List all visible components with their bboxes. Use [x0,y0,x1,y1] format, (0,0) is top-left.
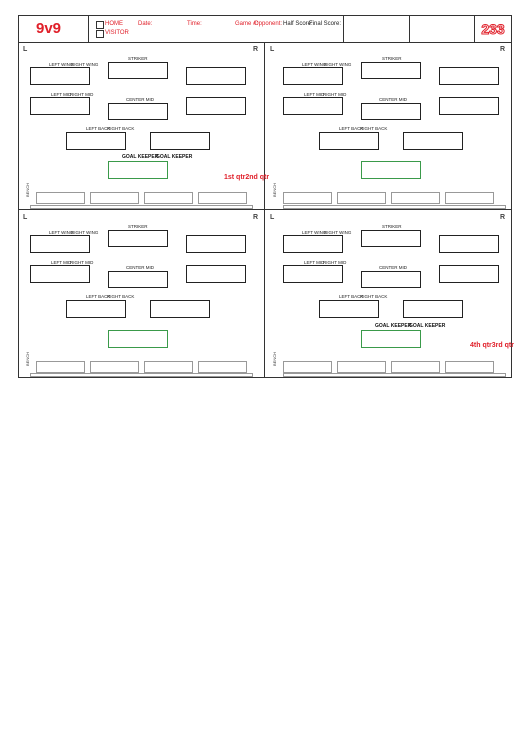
final-score-label: Final Score: [309,21,342,27]
left-wing-box[interactable] [30,235,90,253]
right-side-label: R [500,46,506,53]
bench-strip [283,205,506,209]
right-wing-box[interactable] [439,235,499,253]
left-mid-box[interactable] [30,97,90,115]
bench-label: BENCH [25,351,30,366]
left-back-label: LEFT BACK [86,126,111,131]
home-checkbox[interactable] [96,21,104,29]
bench-strip [30,205,253,209]
left-mid-label: LEFT MID [304,260,325,265]
right-wing-box[interactable] [186,67,246,85]
left-wing-label: LEFT WING [302,230,327,235]
quarter-label-top: 1st qtr2nd qtr [224,174,270,181]
right-mid-label: RIGHT MID [70,260,94,265]
vertical-divider [264,42,265,378]
right-back-label: RIGHT BACK [360,294,388,299]
left-back-box[interactable] [319,132,379,150]
quarter-label-bottom: 4th qtr3rd qtr [470,342,514,349]
half-score-label: Half Score: [283,21,313,27]
left-wing-box[interactable] [283,235,343,253]
bench-strip [30,373,253,377]
left-back-label: LEFT BACK [339,126,364,131]
bench-slot[interactable] [90,361,139,373]
left-side-label: L [270,46,275,53]
left-back-label: LEFT BACK [86,294,111,299]
goal-keeper-label-a: GOAL KEEPER [122,154,159,160]
header-divider-4 [474,15,475,42]
left-mid-label: LEFT MID [51,260,72,265]
right-back-label: RIGHT BACK [360,126,388,131]
header-divider-3 [409,15,410,42]
striker-box[interactable] [108,62,168,79]
right-back-box[interactable] [150,300,210,318]
home-label: HOME [105,21,123,27]
left-side-label: L [270,214,275,221]
right-mid-label: RIGHT MID [323,92,347,97]
right-back-label: RIGHT BACK [107,294,135,299]
visitor-checkbox[interactable] [96,30,104,38]
bench-label: BENCH [272,351,277,366]
right-wing-label: RIGHT WING [324,230,352,235]
date-label: Date: [138,21,153,27]
striker-label: STRIKER [128,224,148,229]
center-mid-label: CENTER MID [379,97,407,102]
center-mid-label: CENTER MID [126,265,154,270]
left-back-label: LEFT BACK [339,294,364,299]
right-wing-box[interactable] [186,235,246,253]
bench-slot[interactable] [198,361,247,373]
left-mid-label: LEFT MID [304,92,325,97]
left-side-label: L [23,46,28,53]
bench-slot[interactable] [144,192,193,204]
bench-slot[interactable] [144,361,193,373]
striker-box[interactable] [108,230,168,247]
right-mid-box[interactable] [186,265,246,283]
game-number-label: Game #: [235,21,259,27]
bench-label: BENCH [25,182,30,197]
bench-slot[interactable] [391,361,440,373]
center-mid-box[interactable] [361,271,421,288]
right-side-label: R [500,214,506,221]
bench-slot[interactable] [283,192,332,204]
right-mid-label: RIGHT MID [70,92,94,97]
left-mid-box[interactable] [283,265,343,283]
bench-slot[interactable] [445,361,494,373]
striker-label: STRIKER [382,56,402,61]
center-mid-label: CENTER MID [126,97,154,102]
right-back-box[interactable] [150,132,210,150]
right-wing-label: RIGHT WING [324,62,352,67]
left-wing-box[interactable] [283,67,343,85]
header-divider-2 [343,15,344,42]
center-mid-box[interactable] [108,271,168,288]
striker-label: STRIKER [128,56,148,61]
left-mid-label: LEFT MID [51,92,72,97]
left-side-label: L [23,214,28,221]
right-back-box[interactable] [403,132,463,150]
bench-slot[interactable] [391,192,440,204]
right-mid-label: RIGHT MID [323,260,347,265]
right-side-label: R [253,46,259,53]
striker-box[interactable] [361,230,421,247]
center-mid-box[interactable] [108,103,168,120]
center-mid-box[interactable] [361,103,421,120]
right-wing-label: RIGHT WING [71,230,99,235]
striker-label: STRIKER [382,224,402,229]
left-mid-box[interactable] [30,265,90,283]
header-divider-1 [88,15,89,42]
bench-label: BENCH [272,182,277,197]
visitor-label: VISITOR [105,30,129,36]
left-back-box[interactable] [319,300,379,318]
format-title: 9v9 [36,20,62,37]
bench-slot[interactable] [337,192,386,204]
right-mid-box[interactable] [439,265,499,283]
left-back-box[interactable] [66,132,126,150]
bench-slot[interactable] [36,361,85,373]
bench-slot[interactable] [198,192,247,204]
goal-keeper-box[interactable] [361,330,421,348]
header-divider [18,42,512,43]
bench-slot[interactable] [337,361,386,373]
right-wing-box[interactable] [439,67,499,85]
time-label: Time: [187,21,202,27]
left-wing-box[interactable] [30,67,90,85]
left-back-box[interactable] [66,300,126,318]
striker-box[interactable] [361,62,421,79]
goal-keeper-label-b: GOAL KEEPER [409,323,446,329]
bench-slot[interactable] [90,192,139,204]
horizontal-divider [18,209,512,210]
right-mid-box[interactable] [186,97,246,115]
left-wing-label: LEFT WING [49,230,74,235]
bench-slot[interactable] [36,192,85,204]
left-wing-label: LEFT WING [302,62,327,67]
goal-keeper-label-b: GOAL KEEPER [156,154,193,160]
goal-keeper-label-a: GOAL KEEPER [375,323,412,329]
field-number: 233 [481,21,505,37]
center-mid-label: CENTER MID [379,265,407,270]
left-wing-label: LEFT WING [49,62,74,67]
goal-keeper-box[interactable] [108,161,168,179]
right-wing-label: RIGHT WING [71,62,99,67]
bench-slot[interactable] [283,361,332,373]
right-back-box[interactable] [403,300,463,318]
right-mid-box[interactable] [439,97,499,115]
right-back-label: RIGHT BACK [107,126,135,131]
bench-strip [283,373,506,377]
left-mid-box[interactable] [283,97,343,115]
goal-keeper-box[interactable] [108,330,168,348]
opponent-label: Opponent: [254,21,283,27]
right-side-label: R [253,214,259,221]
bench-slot[interactable] [445,192,494,204]
goal-keeper-box[interactable] [361,161,421,179]
